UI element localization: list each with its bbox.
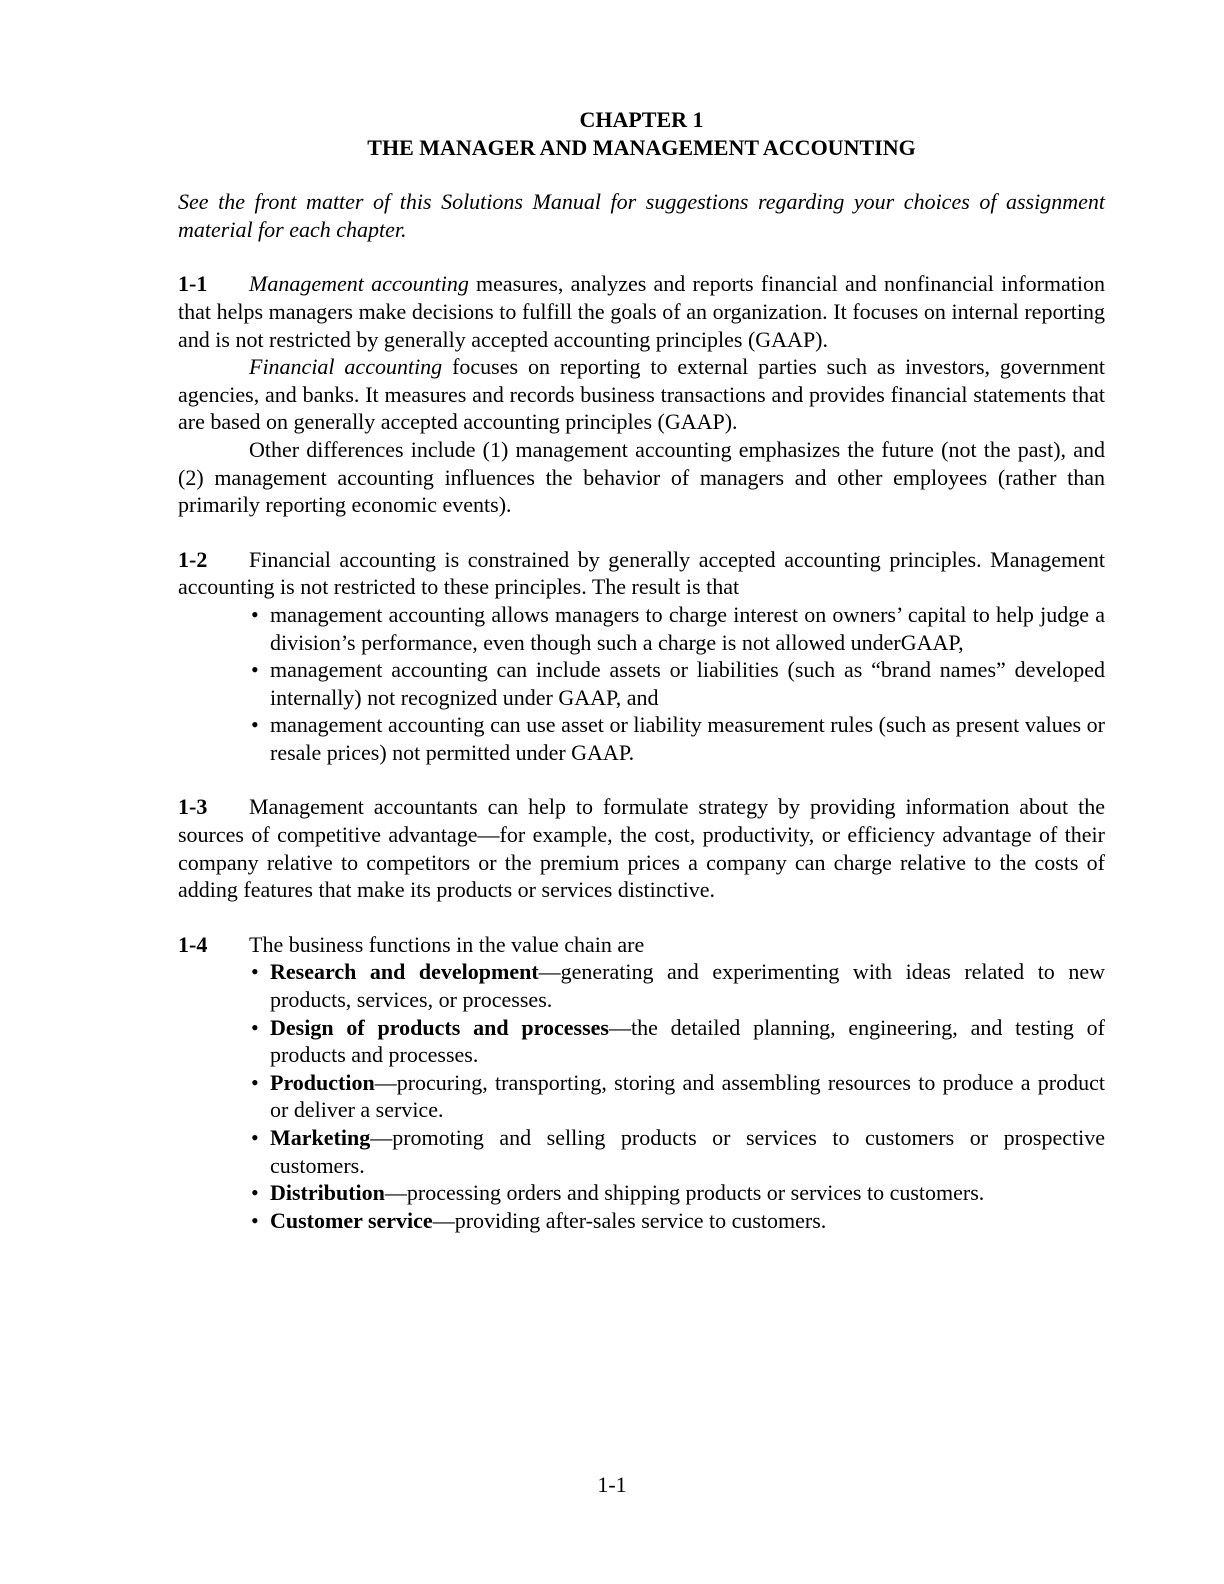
page-number: 1-1 bbox=[597, 1472, 627, 1497]
answer-1-3 bbox=[178, 793, 1105, 903]
answer-1-2-para bbox=[178, 546, 1105, 601]
list-item: • Distribution—processing orders and shipping products or services to customers. bbox=[251, 1180, 985, 1206]
answer-text: The business functions in the value chain are bbox=[249, 931, 645, 957]
list-item: • management accounting can include assets or liabilities (such as “brand names” developed internally) not recognized under GAAP, and bbox=[251, 657, 1105, 710]
answer-number: 1-2 bbox=[178, 546, 208, 572]
answer-text: measures, analyzes and reports financial and nonfinancial information that helps managers make decisions to fulfill the goals of an organization. It focuses on internal reporting and is not restricted by generally accepted accounting principles (GAAP). bbox=[178, 271, 1105, 352]
answer-1-1-para-3: Other differences include (1) management accounting emphasizes the future (not the past), and (2) management accounting influences the behavior of managers and other employees (rather than primarily reporting economic events). bbox=[178, 436, 1105, 518]
answer-1-1 bbox=[178, 270, 1105, 518]
list-item: • management accounting allows managers to charge interest on owners’ capital to help judge a division’s performance, even though such a charge is not allowed underGAAP, bbox=[251, 601, 1105, 655]
list-item: • Marketing—promoting and selling products or services to customers or prospective customers. bbox=[251, 1125, 1105, 1178]
bullet-icon: • bbox=[251, 1014, 259, 1040]
list-item: • Design of products and processes—the detailed planning, engineering, and testing of products and processes. bbox=[251, 1014, 1105, 1068]
bullet-list bbox=[178, 601, 1105, 767]
bullet-icon: • bbox=[251, 1069, 259, 1095]
document-page bbox=[178, 106, 1105, 1234]
bullet-icon: • bbox=[251, 657, 259, 683]
value-chain-list bbox=[178, 958, 1105, 1234]
answer-text: Management accountants can help to formulate strategy by providing information about the sources of competitive advantage—for example, the cost, productivity, or efficiency advantage of their company relative to competitors or the premium prices a company can charge relative to the costs of adding features that make its products or services distinctive. bbox=[178, 794, 1105, 903]
answer-1-3-para bbox=[178, 793, 1105, 903]
answer-1-4-para bbox=[178, 931, 1105, 959]
bullet-icon: • bbox=[251, 959, 259, 985]
answer-text: focuses on reporting to external parties such as investors, government agencies, and banks. It measures and records business transactions and provides financial statements that are based on generally accepted accounting principles (GAAP). bbox=[178, 354, 1105, 435]
chapter-title: THE MANAGER AND MANAGEMENT ACCOUNTING bbox=[367, 134, 916, 160]
bullet-icon: • bbox=[251, 601, 259, 627]
chapter-label: CHAPTER 1 bbox=[579, 107, 704, 132]
intro-note: See the front matter of this Solutions Manual for suggestions regarding your choices of assignment material for each chapter. bbox=[178, 189, 1105, 242]
answer-1-4 bbox=[178, 931, 1105, 1235]
answer-number: 1-4 bbox=[178, 931, 208, 957]
answer-text: Financial accounting is constrained by generally accepted accounting principles. Management accounting is not restricted to these principles. The result is that bbox=[178, 546, 1105, 600]
answer-1-1-para-2 bbox=[178, 353, 1105, 436]
answer-number: 1-3 bbox=[178, 794, 208, 820]
answer-number: 1-1 bbox=[178, 271, 208, 297]
list-item: • management accounting can use asset or liability measurement rules (such as present values or resale prices) not permitted under GAAP. bbox=[251, 712, 1105, 765]
bullet-icon: • bbox=[251, 1207, 259, 1233]
list-item: • Production—procuring, transporting, storing and assembling resources to produce a product or deliver a service. bbox=[251, 1069, 1105, 1123]
answer-1-1-para-1 bbox=[178, 270, 1105, 353]
term-management-accounting: Management accounting bbox=[249, 271, 469, 297]
bullet-icon: • bbox=[251, 712, 259, 738]
term-financial-accounting: Financial accounting bbox=[249, 354, 443, 380]
list-item: • Research and development—generating and experimenting with ideas related to new products, services, or processes. bbox=[251, 959, 1105, 1013]
bullet-icon: • bbox=[251, 1180, 259, 1206]
bullet-icon: • bbox=[251, 1125, 259, 1150]
answer-1-2 bbox=[178, 546, 1105, 767]
list-item: • Customer service—providing after-sales service to customers. bbox=[251, 1207, 827, 1233]
